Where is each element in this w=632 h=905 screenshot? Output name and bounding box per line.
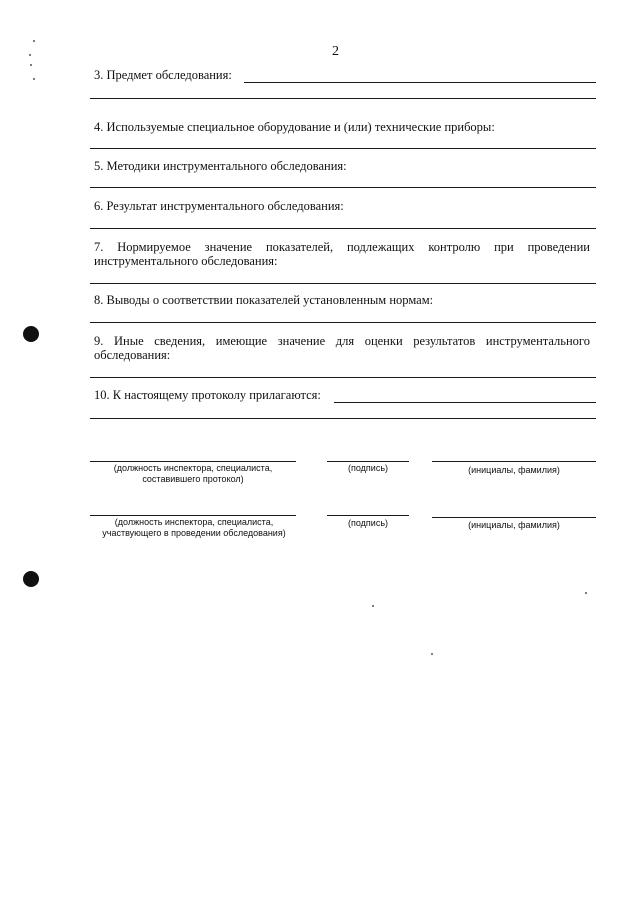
item-5-label: 5. Методики инструментального обследования: xyxy=(94,159,347,173)
item-9-label-line2: обследования: xyxy=(94,348,171,362)
item-3-extra-line xyxy=(90,98,596,99)
signature-row2-position-line xyxy=(90,515,296,516)
signature-row2-signature-caption: (подпись) xyxy=(347,518,389,528)
punch-hole-top xyxy=(23,326,39,342)
item-10-fill-line xyxy=(334,402,596,403)
item-3-fill-line xyxy=(244,82,596,83)
signature-row2-signature-line xyxy=(327,515,409,516)
scan-speck xyxy=(30,64,32,66)
item-8-line xyxy=(90,322,596,323)
scan-speck xyxy=(372,605,374,607)
item-7-label-line1: 7. Нормируемое значение показателей, подлежащих контролю при проведении xyxy=(94,240,590,254)
scan-speck xyxy=(29,54,31,56)
scan-speck xyxy=(33,40,35,42)
item-4-line xyxy=(90,148,596,149)
item-4-label: 4. Используемые специальное оборудование и (или) технические приборы: xyxy=(94,120,495,134)
page-number: 2 xyxy=(332,44,339,59)
signature-row2-position-caption: (должность инспектора, специалиста, участвующего в проведении обследования) xyxy=(102,517,286,538)
item-7-label-line2: инструментального обследования: xyxy=(94,254,278,268)
signature-row2-name-caption: (инициалы, фамилия) xyxy=(468,520,560,530)
signature-row1-position-caption: (должность инспектора, специалиста, составившего протокол) xyxy=(113,463,273,484)
item-9-line xyxy=(90,377,596,378)
item-8-label: 8. Выводы о соответствии показателей установленным нормам: xyxy=(94,293,434,307)
item-10-extra-line xyxy=(90,418,596,419)
signature-row1-name-caption: (инициалы, фамилия) xyxy=(468,465,560,475)
signature-row1-name-line xyxy=(432,461,596,462)
scan-speck xyxy=(431,653,433,655)
item-6-line xyxy=(90,228,596,229)
item-7-line xyxy=(90,283,596,284)
signature-row1-signature-caption: (подпись) xyxy=(347,463,389,473)
item-9-label-line1: 9. Иные сведения, имеющие значение для оценки результатов инструментального xyxy=(94,334,590,348)
item-3-label: 3. Предмет обследования: xyxy=(94,68,232,82)
scan-speck xyxy=(33,78,35,80)
punch-hole-bottom xyxy=(23,571,39,587)
item-6-label: 6. Результат инструментального обследования: xyxy=(94,199,344,213)
signature-row2-name-line xyxy=(432,517,596,518)
signature-row1-position-line xyxy=(90,461,296,462)
item-10-label: 10. К настоящему протоколу прилагаются: xyxy=(94,388,321,402)
item-5-line xyxy=(90,187,596,188)
scan-speck xyxy=(585,592,587,594)
signature-row1-signature-line xyxy=(327,461,409,462)
